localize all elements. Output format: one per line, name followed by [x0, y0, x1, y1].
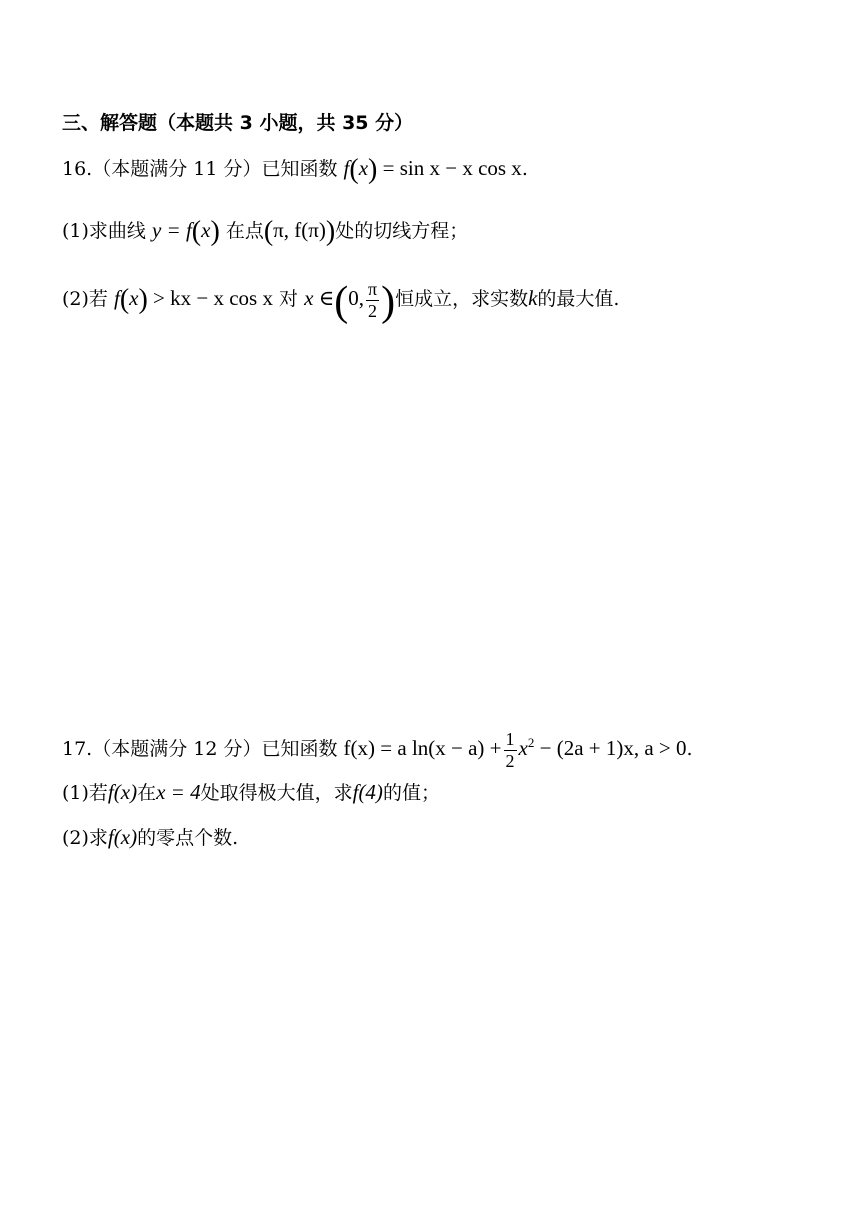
part-2-tail: 恒成立，求实数: [395, 288, 529, 311]
problem-16-statement: [62, 154, 528, 185]
function-fx: f(x): [107, 780, 138, 804]
problem-17-points: （本题满分 12 分）: [92, 738, 262, 761]
curve-expression: y = f(x): [151, 216, 220, 247]
problem-17-intro: 已知函数: [261, 738, 338, 761]
part-1-tail: 处取得极大值，求: [200, 782, 353, 804]
problem-17-number: 17.: [62, 738, 93, 761]
part-1-label: (1)求曲线: [62, 220, 146, 242]
problem-16-number: 16.: [62, 158, 93, 180]
part-1-tail: 处的切线方程；: [335, 220, 469, 242]
one-half-fraction: $\frac{1}{2}$: [505, 729, 515, 771]
problem-16-intro: 已知函数: [261, 158, 338, 180]
problem-16-function: f(x) = sin x − x cos x: [343, 154, 522, 185]
tangent-point: (π, f(π)): [263, 216, 336, 247]
for-text: 对: [279, 288, 299, 311]
problem-16-points: （本题满分 11 分）: [92, 158, 262, 180]
part-1-label: (1)若: [62, 782, 108, 804]
part-2-label: (2)若: [62, 288, 108, 311]
problem-17-part-1: [62, 782, 440, 803]
function-f4: f(4): [352, 780, 383, 804]
part-2-tail-2: 的最大值.: [537, 288, 620, 311]
function-fx: f(x): [107, 825, 138, 849]
at-point-text: 在点: [225, 220, 264, 242]
problem-17-end: .: [686, 738, 693, 761]
problem-17-part-2: [62, 827, 238, 848]
part-2-tail: 的零点个数.: [137, 827, 239, 849]
at-text: 在: [137, 782, 157, 804]
problem-16-end: .: [521, 158, 528, 180]
inequality-expression: f(x) > kx − x cos x: [113, 284, 273, 316]
pi-over-two-fraction: $\frac{\pi}{2}$: [367, 279, 378, 321]
section-heading: 三、解答题（本题共 3 小题，共 35 分）: [62, 112, 414, 134]
interval-expression: x ∈(0, $\frac{\pi}{2}$ ): [304, 279, 396, 326]
part-2-label: (2)求: [62, 827, 108, 849]
problem-16-part-1: [62, 216, 469, 247]
variable-k: k: [528, 286, 538, 311]
problem-17-statement: [62, 730, 693, 771]
problem-16-part-2: [62, 279, 620, 326]
problem-17-function: f(x) = a ln(x − a) + $\frac{1}{2}$ $x^2 - (2a + 1)x$, a > 0: [343, 729, 687, 771]
critical-point: x = 4: [156, 780, 201, 804]
part-1-tail-2: 的值；: [382, 782, 440, 804]
